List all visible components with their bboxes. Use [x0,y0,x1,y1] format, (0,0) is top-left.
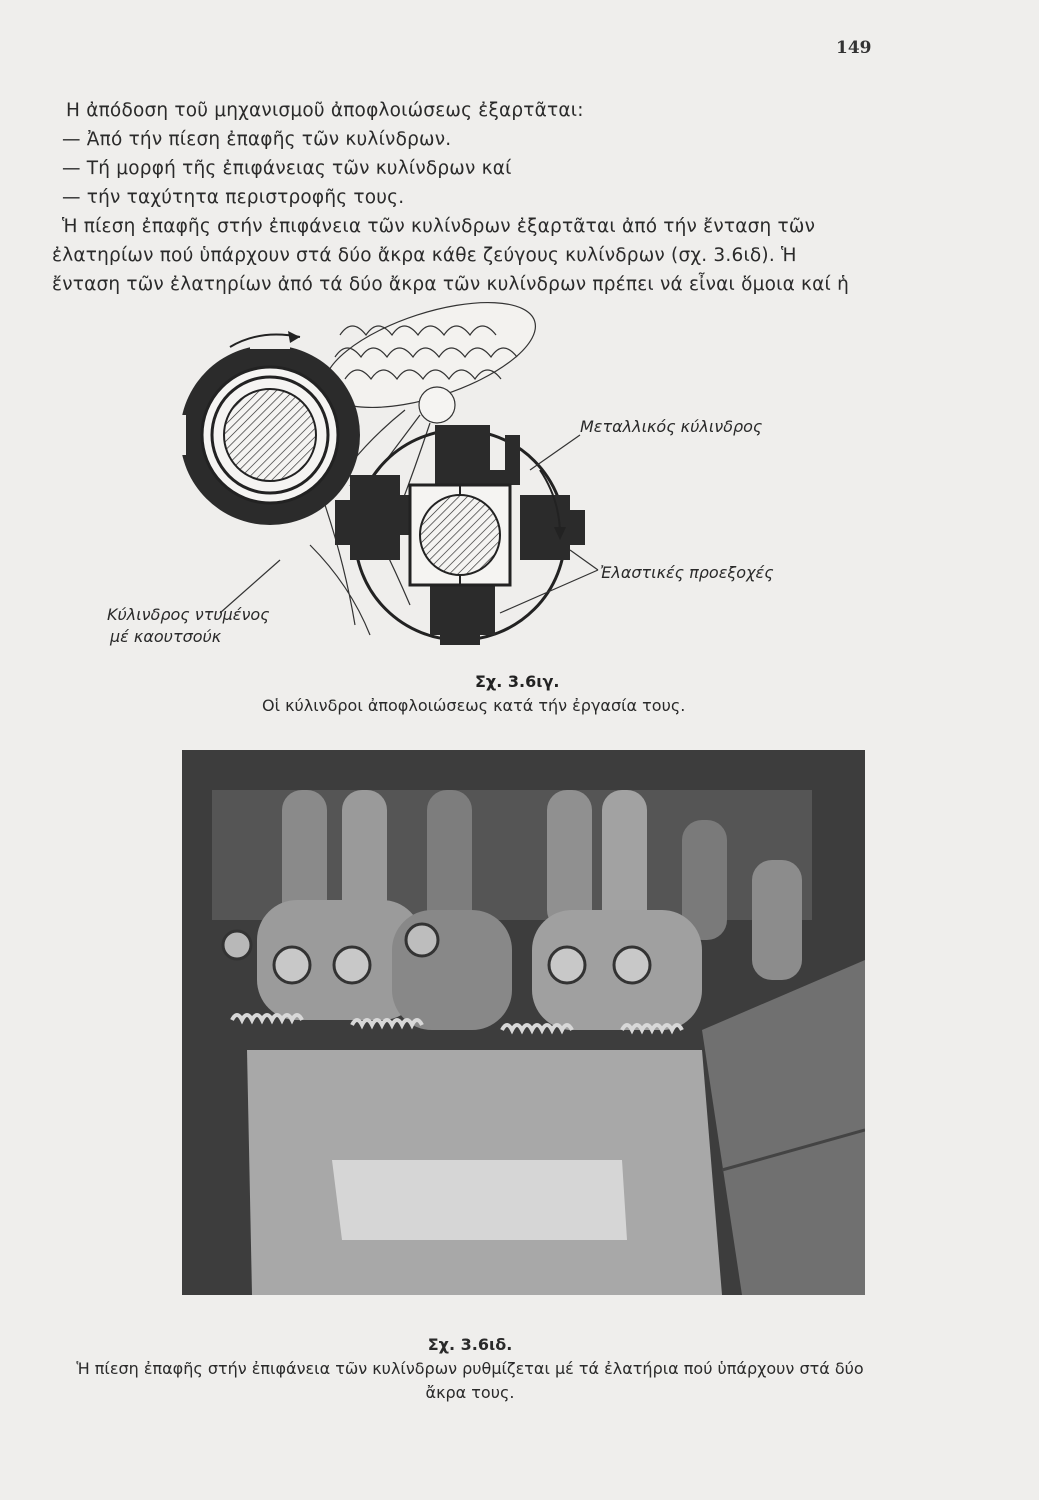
figure1-caption-number: Σχ. 3.6ιγ. [475,672,560,691]
text-line: — Ἀπό τήν πίεση ἐπαφῆς τῶν κυλίνδρων. [62,129,452,150]
figure2-caption [40,1333,900,1405]
figure1-caption-text: Οἱ κύλινδροι ἀποφλοιώσεως κατά τήν ἐργασία τους. [262,696,686,715]
text-line: ἔνταση τῶν ἐλατηρίων ἀπό τά δύο ἄκρα τῶν κυλίνδρων πρέπει νά εἶναι ὅμοια καί ἡ [52,274,850,295]
roller-diagram [100,295,860,665]
label-rubber-roller-line2: μέ καουτσούκ [110,627,222,646]
text-line: ἐλατηρίων πού ὑπάρχουν στά δύο ἄκρα κάθε ζεύγους κυλίνδρων (σχ. 3.6ιδ). Ἡ [52,245,797,266]
label-metal-roller: Μεταλλικός κύλινδρος [580,417,763,436]
text-line: — τήν ταχύτητα περιστροφῆς τους. [62,187,405,208]
bearing-plates [223,900,702,1030]
figure2-caption-line2: ἄκρα τους. [425,1383,515,1402]
rubber-roller [166,331,360,525]
label-rubber-roller-line1: Κύλινδρος ντυμένος [107,605,270,624]
figure2-caption-number: Σχ. 3.6ιδ. [427,1335,513,1354]
text-line: — Τή μορφή τῆς ἐπιφάνειας τῶν κυλίνδρων καί [62,158,512,179]
page-number: 149 [836,38,872,58]
text-line: Ἡ πίεση ἐπαφῆς στήν ἐπιφάνεια τῶν κυλίνδρων ἐξαρτᾶται ἀπό τήν ἔνταση τῶν [62,216,816,237]
text-line: Η ἀπόδοση τοῦ μηχανισμοῦ ἀποφλοιώσεως ἐξαρτᾶται: [66,100,584,121]
body-text [52,96,882,299]
roller-photograph [182,750,865,1295]
photo-drawing [182,750,865,1295]
label-elastic-projections: Ἐλαστικές προεξοχές [600,563,774,582]
figure2-caption-line1: Ἡ πίεση ἐπαφῆς στήν ἐπιφάνεια τῶν κυλίνδρων ρυθμίζεται μέ τά ἐλατήρια πού ὑπάρχουν στά δύο [76,1359,864,1378]
